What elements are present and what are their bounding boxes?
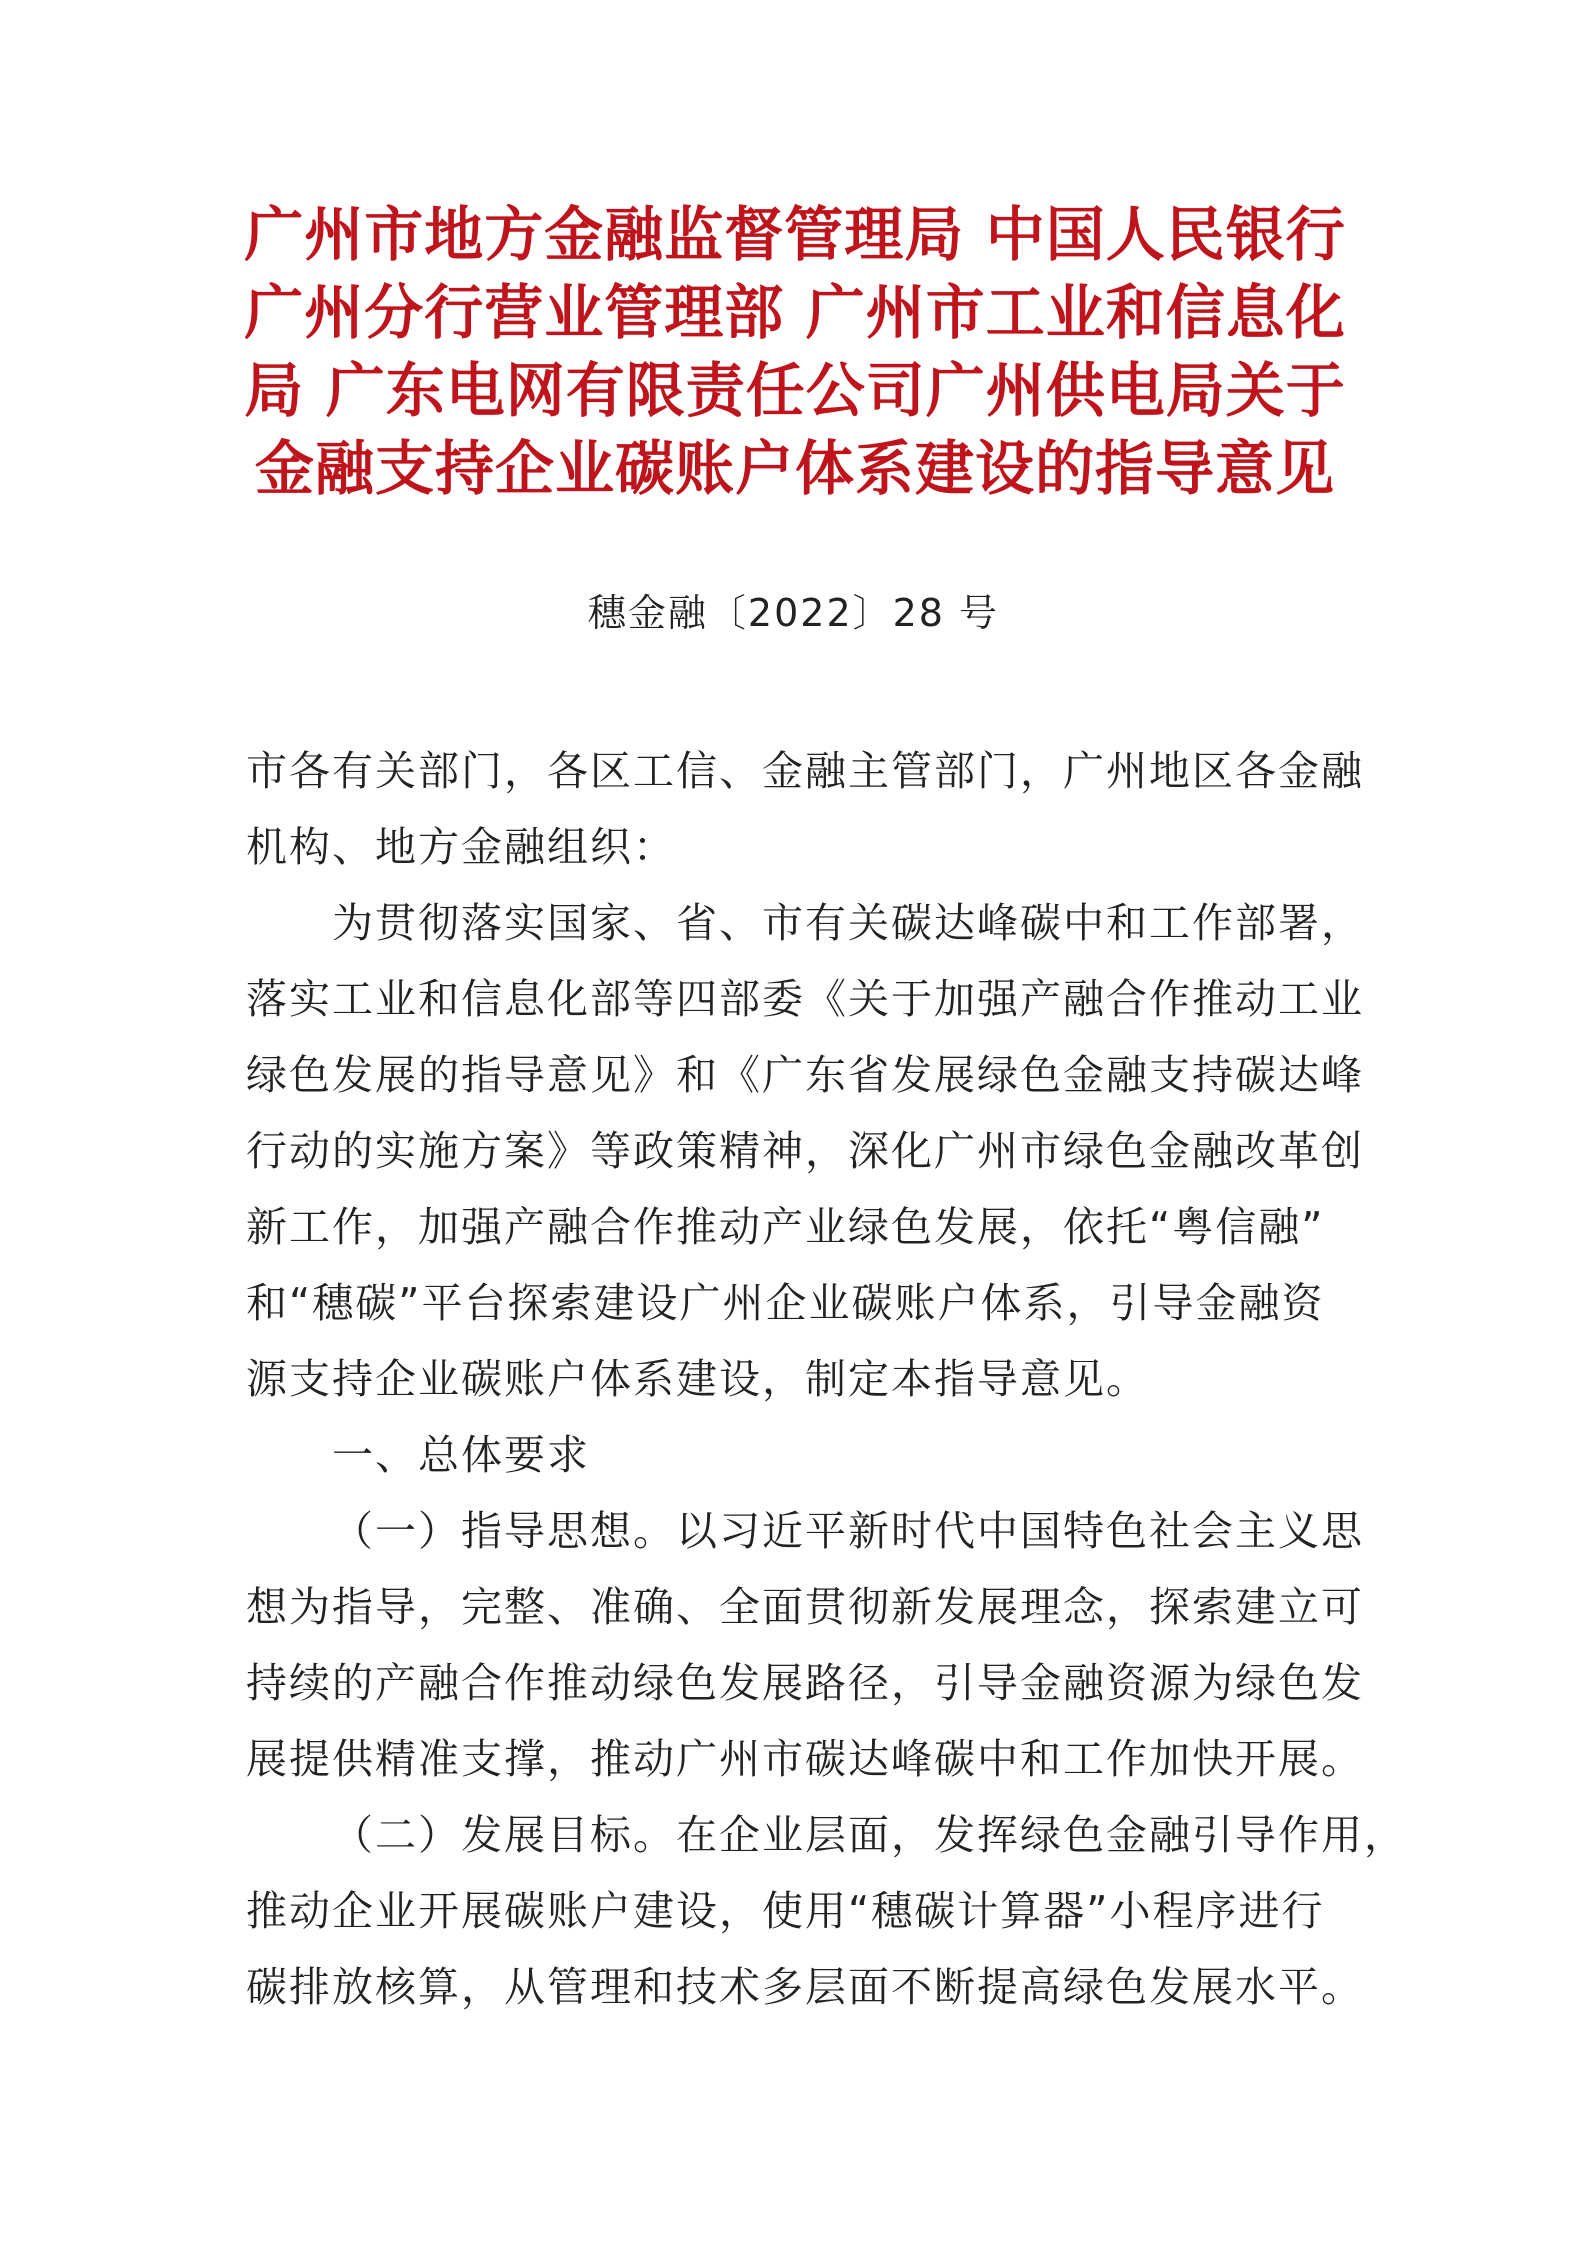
document-body [246, 733, 1407, 2025]
body-line: 碳排放核算，从管理和技术多层面不断提高绿色发展水平。 [246, 1963, 1364, 2011]
body-line: 和“穗碳”平台探索建设广州企业碳账户体系，引导金融资 [246, 1279, 1325, 1327]
body-line: 源支持企业碳账户体系建设，制定本指导意见。 [246, 1355, 1149, 1403]
title-line: 局 广东电网有限责任公司广州供电局关于 [244, 356, 1346, 425]
body-line: 持续的产融合作推动绿色发展路径，引导金融资源为绿色发 [246, 1659, 1364, 1707]
title-line: 广州市地方金融监督管理局 中国人民银行 [244, 200, 1346, 269]
document-title [235, 196, 1355, 508]
body-line: 行动的实施方案》等政策精神，深化广州市绿色金融改革创 [246, 1127, 1364, 1175]
body-line: 想为指导，完整、准确、全面贯彻新发展理念，探索建立可 [246, 1583, 1364, 1631]
body-line: 机构、地方金融组织： [246, 823, 676, 871]
body-line: 为贯彻落实国家、省、市有关碳达峰碳中和工作部署， [332, 899, 1364, 947]
title-line: 广州分行营业管理部 广州市工业和信息化 [244, 278, 1346, 347]
body-line: 市各有关部门，各区工信、金融主管部门，广州地区各金融 [246, 747, 1364, 795]
body-line: 落实工业和信息化部等四部委《关于加强产融合作推动工业 [246, 975, 1364, 1023]
section-heading: 一、总体要求 [332, 1431, 590, 1479]
body-line: （二）发展目标。在企业层面，发挥绿色金融引导作用， [332, 1811, 1407, 1859]
body-line: 新工作，加强产融合作推动产业绿色发展，依托“粤信融” [246, 1203, 1325, 1251]
body-line: 推动企业开展碳账户建设，使用“穗碳计算器”小程序进行 [246, 1887, 1325, 1935]
body-line: （一）指导思想。以习近平新时代中国特色社会主义思 [332, 1507, 1364, 1555]
document-number: 穗金融〔2022〕28 号 [587, 591, 1000, 635]
body-line: 绿色发展的指导意见》和《广东省发展绿色金融支持碳达峰 [246, 1051, 1364, 1099]
body-line: 展提供精准支撑，推动广州市碳达峰碳中和工作加快开展。 [246, 1735, 1364, 1783]
title-line: 金融支持企业碳账户体系建设的指导意见 [254, 434, 1335, 503]
